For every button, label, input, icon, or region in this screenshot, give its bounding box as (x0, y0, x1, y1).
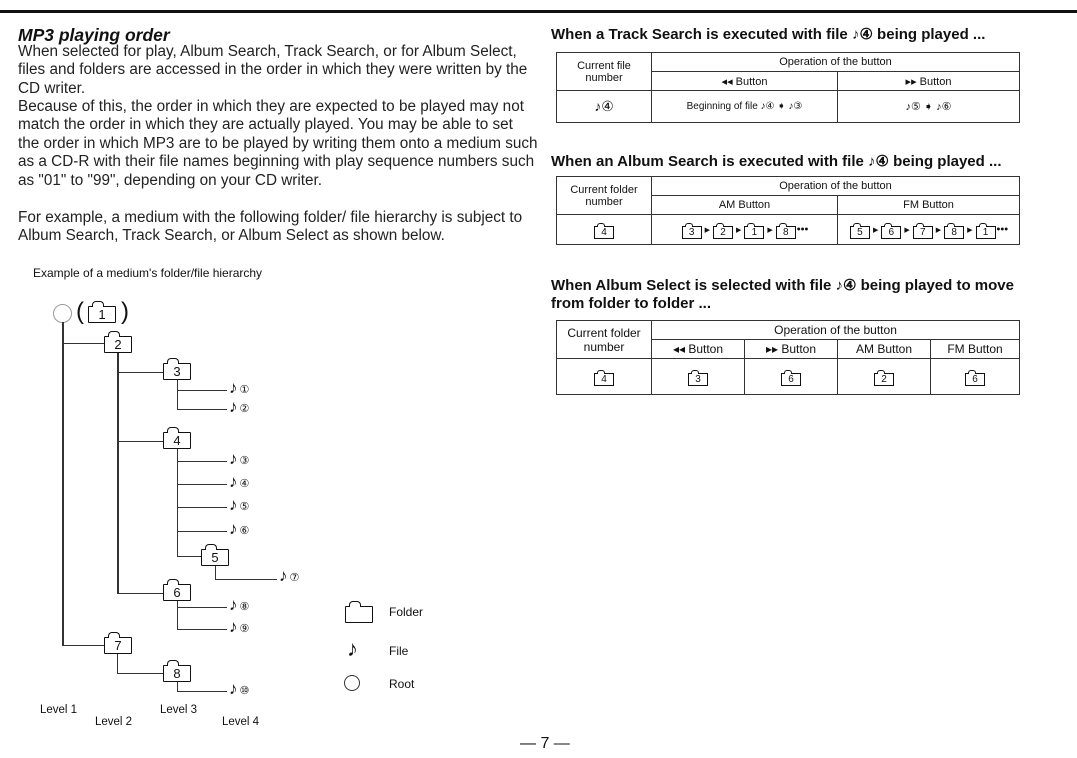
file-8: ♪ ⑧ (229, 595, 250, 614)
legend-file-label: File (389, 644, 409, 658)
track-search-table (556, 52, 1020, 123)
folder-icon: 7 (913, 226, 933, 239)
folder-icon: 2 (713, 226, 733, 239)
header-prev-button: ◂◂ Button (652, 340, 745, 359)
file-6: ♪ ⑥ (229, 519, 250, 538)
paragraph: For example, a medium with the following folder/ file hierarchy is subject to Album Search, Track Search, or Album Select as shown below. (18, 209, 523, 245)
track-search-heading: When a Track Search is executed with file ♪④ being played ... (551, 26, 986, 43)
cell-current (557, 359, 652, 395)
folder-7: 7 (104, 637, 132, 654)
header-fm-button: FM Button (838, 196, 1020, 215)
folder-icon: 3 (688, 373, 708, 386)
folder-icon: 4 (594, 226, 614, 239)
file-10: ♪ ⑩ (229, 679, 250, 698)
file-1: ♪ ① (229, 378, 250, 397)
cell-prev-result: Beginning of file ♪④ ➧ ♪③ (652, 91, 838, 123)
legend-root-icon (344, 675, 360, 691)
cell-am-sequence: 3 ▶ 2 ▶ 1 ▶ 8 ••• (652, 215, 838, 245)
folder-icon: 6 (965, 373, 985, 386)
header-operation: Operation of the button (652, 177, 1020, 196)
folder-icon: 3 (682, 226, 702, 239)
file-5: ♪ ⑤ (229, 495, 250, 514)
folder-1: 1 (88, 306, 116, 323)
section-title: MP3 playing order (18, 25, 170, 45)
album-search-table (556, 176, 1020, 245)
header-am-button: AM Button (838, 340, 931, 359)
ellipsis: ••• (996, 223, 1009, 236)
folder-4: 4 (163, 432, 191, 449)
folder-icon: 6 (781, 373, 801, 386)
album-search-heading: When an Album Search is executed with file ♪④ being played ... (551, 153, 1002, 170)
header-prev-button: ◂◂ Button (652, 72, 838, 91)
page-number: — 7 — (520, 735, 570, 752)
file-7: ♪ ⑦ (279, 566, 300, 585)
album-select-table (556, 320, 1020, 395)
cell-next-result (745, 359, 838, 395)
level-1-label: Level 1 (40, 704, 78, 716)
header-operation: Operation of the button (652, 321, 1020, 340)
header-operation: Operation of the button (652, 53, 1020, 72)
level-2-label: Level 2 (95, 716, 133, 728)
level-4-label: Level 4 (222, 716, 260, 728)
example-caption: Example of a medium's folder/file hierarchy (33, 266, 263, 280)
paragraph: When selected for play, Album Search, Track Search, or for Album Select, files and folders are accessed in the order in which they were written by the CD writer. (18, 43, 528, 97)
root-icon (53, 304, 72, 323)
ellipsis: ••• (796, 223, 809, 236)
cell-current: ♪④ (557, 91, 652, 123)
file-4: ♪ ④ (229, 472, 250, 491)
cell-fm-result (931, 359, 1020, 395)
header-fm-button: FM Button (931, 340, 1020, 359)
folder-icon: 6 (881, 226, 901, 239)
cell-am-result (838, 359, 931, 395)
folder-icon: 1 (744, 226, 764, 239)
header-current: Current folder number (557, 321, 652, 359)
level-3-label: Level 3 (160, 704, 198, 716)
header-next-button: ▸▸ Button (838, 72, 1020, 91)
header-am-button: AM Button (652, 196, 838, 215)
cell-current (557, 215, 652, 245)
file-2: ♪ ② (229, 397, 250, 416)
cell-next-result: ♪⑤ ➧ ♪⑥ (838, 91, 1020, 123)
folder-2: 2 (104, 336, 132, 353)
legend-root-label: Root (389, 677, 415, 691)
cell-prev-result (652, 359, 745, 395)
legend-folder-icon (345, 606, 373, 623)
album-select-heading-line2: from folder to folder ... (551, 295, 711, 312)
header-next-button: ▸▸ Button (745, 340, 838, 359)
top-rule (0, 10, 1077, 13)
paren: ) (121, 298, 129, 325)
folder-icon: 2 (874, 373, 894, 386)
folder-icon: 1 (976, 226, 996, 239)
album-select-heading-line1: When Album Select is selected with file ♪④ being played to move (551, 277, 1014, 294)
cell-fm-sequence: 5 ▶ 6 ▶ 7 ▶ 8 ▶ 1 ••• (838, 215, 1020, 245)
file-9: ♪ ⑨ (229, 617, 250, 636)
header-current: Current file number (557, 53, 652, 91)
legend-file-icon: ♪ (347, 636, 358, 661)
folder-8: 8 (163, 665, 191, 682)
folder-icon: 8 (944, 226, 964, 239)
header-current: Current folder number (557, 177, 652, 215)
paragraph: Because of this, the order in which they are expected to be played may not match the order in which they are actually played. You may be able to set the order in which MP3 are to be played by writing them onto a medium such as a CD-R with their file names beginning with play sequence numbers such as "01" to "99", depending on your CD writer. (18, 98, 538, 189)
legend-folder-label: Folder (389, 605, 424, 619)
folder-icon: 8 (776, 226, 796, 239)
folder-6: 6 (163, 584, 191, 601)
folder-icon: 4 (594, 373, 614, 386)
paren: ( (76, 298, 84, 325)
folder-icon: 5 (850, 226, 870, 239)
folder-3: 3 (163, 363, 191, 380)
folder-5: 5 (201, 549, 229, 566)
file-3: ♪ ③ (229, 449, 250, 468)
